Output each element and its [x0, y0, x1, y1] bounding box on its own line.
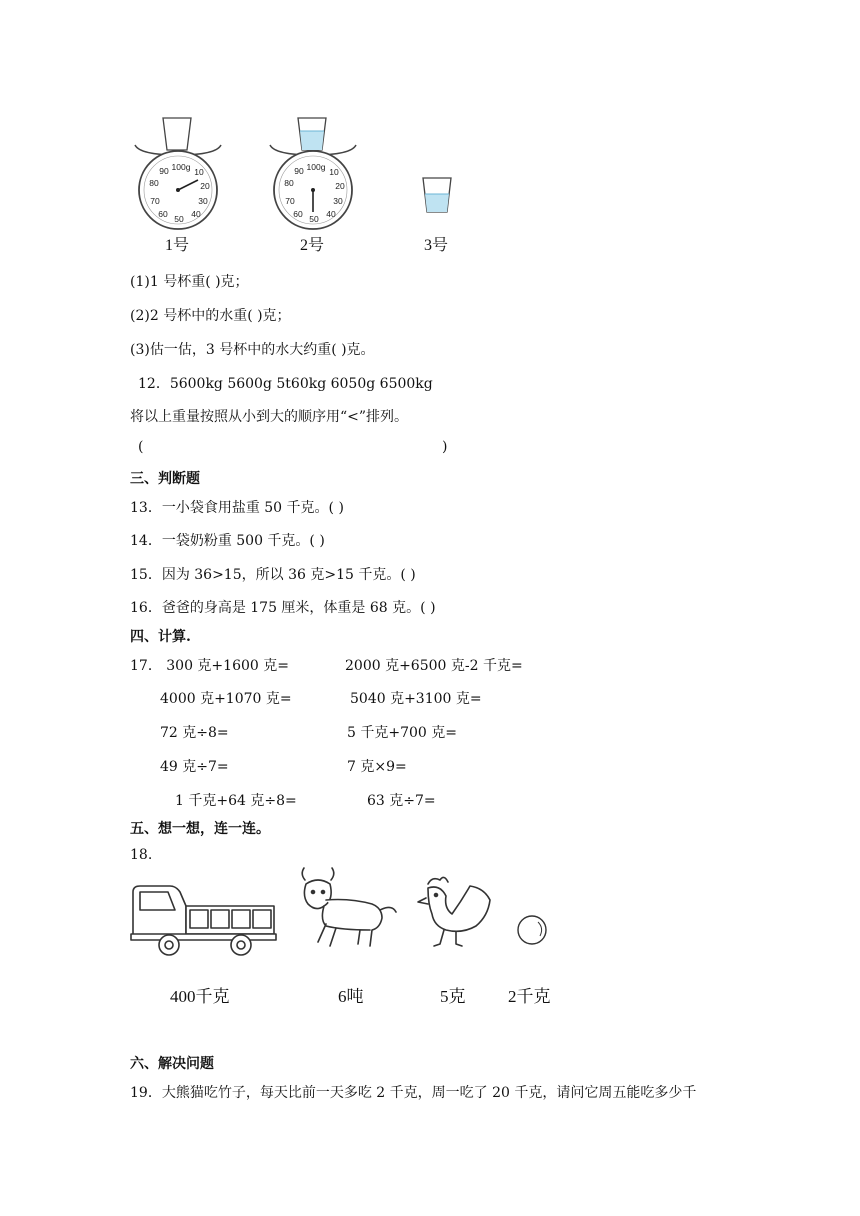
cow-icon — [302, 868, 396, 946]
label-2kg: 2千克 — [508, 987, 551, 1006]
dial2-num: 10 — [329, 167, 339, 177]
dial2-num: 80 — [284, 178, 294, 188]
q15: 15．因为 36>15，所以 36 克>15 千克。( ) — [130, 567, 416, 583]
section5-title: 五、想一想，连一连。 — [130, 821, 270, 837]
dial2-num: 90 — [294, 166, 304, 176]
calc-left-5: 1 千克+64 克÷8= — [175, 793, 297, 809]
dial2-num: 100g — [306, 162, 326, 172]
calc-left-4: 49 克÷7= — [160, 759, 229, 775]
q12-weights: 12．5600kg 5600g 5t60kg 6050g 6500kg — [138, 376, 433, 392]
label-5g: 5克 — [440, 987, 466, 1006]
caption-cup-1: 1号 — [165, 237, 190, 254]
rooster-icon — [418, 877, 490, 946]
q16: 16．爸爸的身高是 175 厘米，体重是 68 克。( ) — [130, 600, 436, 616]
dial1-num: 10 — [194, 167, 204, 177]
section4-title: 四、计算. — [130, 629, 191, 645]
q12-answer-paren-close: ) — [442, 439, 448, 455]
dial2-num: 40 — [326, 209, 336, 219]
dial1-num: 70 — [150, 196, 160, 206]
calc-left-1: 17． 300 克+1600 克= — [130, 658, 289, 674]
dial1-num: 50 — [174, 214, 184, 224]
label-6t: 6吨 — [338, 987, 364, 1006]
caption-cup-2: 2号 — [300, 237, 325, 254]
section6-title: 六、解决问题 — [130, 1056, 214, 1072]
caption-cup-3: 3号 — [424, 237, 449, 254]
dial1-num: 90 — [159, 166, 169, 176]
dial1-num: 80 — [149, 178, 159, 188]
label-400kg: 400千克 — [170, 987, 230, 1006]
dial1-num: 60 — [158, 209, 168, 219]
q11-part1: (1)1 号杯重( )克； — [130, 274, 249, 290]
calc-left-3: 72 克÷8= — [160, 725, 229, 741]
q11-part3: (3)估一估，3 号杯中的水大约重( )克。 — [130, 342, 375, 358]
calc-left-2: 4000 克+1070 克= — [160, 691, 292, 707]
dial1-num: 30 — [198, 196, 208, 206]
q18-number: 18. — [130, 847, 153, 863]
q12-answer-paren-open: ( — [138, 439, 144, 455]
dial1-num: 20 — [200, 181, 210, 191]
dial2-num: 30 — [333, 196, 343, 206]
dial2-num: 60 — [293, 209, 303, 219]
dial2-num: 20 — [335, 181, 345, 191]
calc-right-3: 5 千克+700 克= — [347, 725, 457, 741]
q13: 13．一小袋食用盐重 50 千克。( ) — [130, 500, 344, 516]
calc-right-5: 63 克÷7= — [367, 793, 436, 809]
dial2-num: 50 — [309, 214, 319, 224]
calc-right-2: 5040 克+3100 克= — [350, 691, 482, 707]
section3-title: 三、判断题 — [130, 471, 200, 487]
q19: 19．大熊猫吃竹子，每天比前一天多吃 2 千克，周一吃了 20 千克，请问它周五能吃多少千 — [130, 1085, 697, 1101]
dial1-num: 40 — [191, 209, 201, 219]
q11-part2: (2)2 号杯中的水重( )克； — [130, 308, 291, 324]
calc-right-1: 2000 克+6500 克-2 千克= — [345, 658, 523, 674]
calc-right-4: 7 克×9= — [347, 759, 407, 775]
dial1-num: 100g — [171, 162, 191, 172]
q12-instruction: 将以上重量按照从小到大的顺序用“<”排列。 — [130, 409, 409, 425]
dial2-num: 70 — [285, 196, 295, 206]
q14: 14．一袋奶粉重 500 千克。( ) — [130, 533, 325, 549]
truck-icon — [131, 886, 276, 955]
